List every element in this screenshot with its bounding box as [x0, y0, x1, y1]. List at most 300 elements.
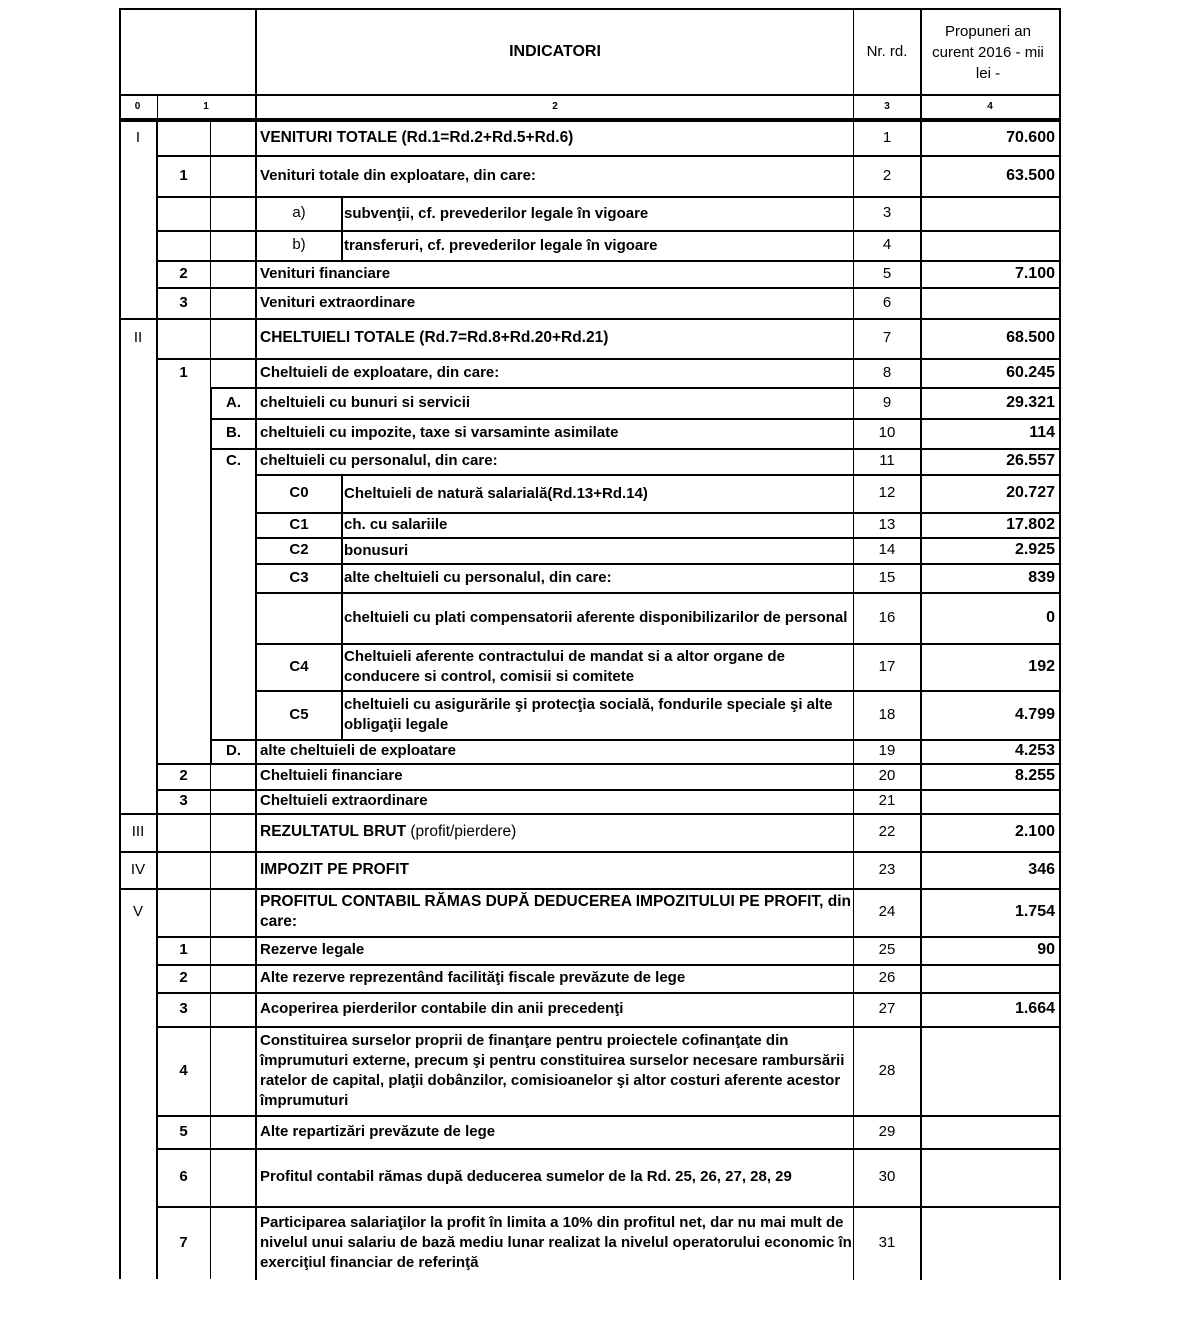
grid-line [341, 474, 343, 512]
grid-line [341, 592, 343, 643]
row-description-text: Alte rezerve reprezentând facilităţi fiscale prevăzute de lege [260, 969, 686, 986]
grid-line [119, 888, 121, 936]
grid-line [157, 992, 1061, 994]
grid-line [119, 318, 121, 358]
grid-line [119, 888, 1061, 890]
row-value: 839 [1028, 568, 1055, 586]
grid-line [257, 512, 1061, 514]
row-number: 3 [882, 204, 892, 221]
row-roman [119, 260, 157, 287]
row-value: 114 [1029, 424, 1055, 441]
row-description [257, 739, 853, 763]
row-roman [119, 230, 157, 260]
row-letter: a) [292, 204, 306, 221]
grid-line [119, 1026, 121, 1115]
row-roman [119, 358, 157, 387]
grid-line [119, 789, 121, 813]
row-subindex [157, 690, 210, 739]
row-value: 29.321 [1006, 393, 1055, 411]
row-description [257, 789, 853, 813]
header-row-number: Nr. rd. [866, 43, 908, 60]
row-number: 25 [878, 941, 896, 958]
row-description [257, 813, 853, 851]
grid-line [157, 964, 1061, 966]
row-subindex: 1 [179, 941, 188, 958]
row-number: 29 [878, 1122, 896, 1140]
row-value [921, 1115, 1059, 1148]
grid-line [341, 230, 343, 260]
row-description-text: cheltuieli cu bunuri si servicii [260, 393, 471, 411]
row-description-text: Alte repartizări prevăzute de lege [260, 1122, 496, 1140]
grid-line [210, 418, 1061, 420]
grid-line [156, 387, 158, 418]
row-roman [119, 936, 157, 964]
row-roman [119, 739, 157, 763]
grid-line [119, 1115, 121, 1148]
grid-line [157, 260, 1061, 262]
grid-line [156, 1206, 158, 1279]
grid-line [156, 690, 158, 739]
row-number: 4 [882, 236, 892, 253]
grid-line [210, 936, 211, 964]
row-value: 68.500 [1006, 329, 1055, 346]
row-subindex [157, 643, 210, 690]
grid-line [156, 196, 158, 230]
grid-line [119, 448, 121, 474]
grid-line [119, 563, 121, 592]
row-roman [119, 418, 157, 448]
grid-line [119, 936, 121, 964]
row-number: 13 [878, 515, 896, 533]
grid-line [210, 789, 211, 813]
row-number: 12 [878, 484, 896, 501]
grid-line [210, 1026, 211, 1115]
row-subindex [157, 448, 210, 474]
grid-line [156, 563, 158, 592]
grid-line [119, 851, 121, 888]
column-index-1: 1 [203, 101, 209, 112]
grid-line [156, 936, 158, 964]
column-index-0: 0 [134, 101, 141, 112]
grid-line [156, 537, 158, 563]
grid-line [157, 358, 1061, 360]
row-description [257, 387, 853, 418]
grid-line [119, 230, 121, 260]
grid-line [156, 512, 158, 537]
row-value [921, 964, 1059, 992]
header-indicators: INDICATORI [509, 43, 601, 60]
row-subindex [157, 418, 210, 448]
row-roman: IV [130, 860, 146, 878]
row-description [257, 318, 853, 358]
row-number: 8 [882, 363, 892, 381]
grid-line [119, 120, 1061, 122]
grid-line [257, 537, 1061, 539]
grid-line [341, 512, 343, 537]
row-number: 27 [878, 1000, 896, 1017]
row-value: 1.664 [1014, 1000, 1055, 1017]
row-description [257, 1148, 853, 1206]
grid-line [119, 260, 121, 287]
row-roman [119, 474, 157, 512]
row-number: 28 [878, 1061, 896, 1079]
row-letter: C5 [289, 705, 309, 723]
row-description [257, 936, 853, 964]
row-value: 7.100 [1014, 264, 1055, 282]
row-description-text: cheltuieli cu personalul, din care: [260, 452, 498, 469]
row-subindex [157, 888, 210, 936]
grid-line [210, 1206, 211, 1279]
grid-line [156, 260, 158, 287]
row-description-text: alte cheltuieli de exploatare [260, 742, 456, 759]
grid-line [156, 1026, 158, 1115]
column-index-4: 4 [987, 101, 993, 112]
row-number: 18 [878, 705, 896, 723]
row-description-text: Profitul contabil rămas după deducerea sumelor de la Rd. 25, 26, 27, 28, 29 [260, 1168, 792, 1185]
row-letter: b) [292, 236, 306, 253]
row-subindex: 1 [179, 363, 188, 381]
grid-line [119, 643, 121, 690]
row-description: subvenţii, cf. prevederilor legale în vigoare [344, 204, 649, 222]
row-roman: II [133, 329, 143, 346]
grid-line [157, 287, 1061, 289]
row-description-text: REZULTATUL BRUT [260, 823, 407, 840]
row-letter: C1 [289, 515, 309, 533]
grid-line [210, 964, 211, 992]
grid-line [341, 643, 343, 690]
grid-line [119, 120, 121, 155]
row-description-text: Acoperirea pierderilor contabile din anii precedenţi [260, 1000, 624, 1017]
row-roman [119, 1115, 157, 1148]
row-number: 17 [878, 657, 896, 675]
row-roman [119, 592, 157, 643]
row-description-text: Venituri extraordinare [260, 293, 416, 311]
row-description: Cheltuieli aferente contractului de mandat si a altor organe de conducere si control, comisii si comitete [344, 648, 785, 685]
row-number: 26 [878, 969, 896, 986]
grid-line [341, 563, 343, 592]
row-roman: V [132, 903, 143, 920]
row-description [257, 1115, 853, 1148]
row-value [921, 196, 1059, 230]
grid-line [119, 387, 121, 418]
row-subindex [157, 739, 210, 763]
grid-line [210, 763, 211, 789]
row-roman: III [131, 823, 145, 840]
row-description-text: VENITURI TOTALE (Rd.1=Rd.2+Rd.5+Rd.6) [260, 128, 574, 146]
row-description-text: Constituirea surselor proprii de finanţare pentru proiectele cofinanţate din împrumuturi externe, precum şi pentru constituirea surselor necesare rambursării ratelor de capital, plaţii dobânzilor, comisioanelor şi altor costuri aferente acestor împrumuturi [260, 1031, 845, 1109]
grid-line [156, 1148, 158, 1206]
row-description: transferuri, cf. prevederilor legale în vigoare [344, 236, 658, 254]
row-number: 23 [878, 860, 896, 878]
grid-line [210, 358, 211, 387]
row-number: 11 [879, 452, 895, 469]
row-subindex: 2 [179, 767, 188, 784]
row-number: 19 [878, 742, 896, 759]
grid-line [157, 789, 1061, 791]
grid-line [157, 1148, 1061, 1150]
row-description-text: Participarea salariaţilor la profit în limita a 10% din profitul net, dar nu mai mult de nivelul unui salariu de bază mediu lunar realizat la nivelul operatorului economic în exerciţiul financiar de referinţă [260, 1213, 852, 1271]
grid-line [341, 537, 343, 563]
row-number: 14 [878, 541, 896, 558]
row-description [257, 120, 853, 155]
row-subindex: 1 [179, 166, 188, 184]
row-description-note: (profit/pierdere) [406, 823, 517, 840]
grid-line [210, 230, 211, 260]
grid-line [119, 964, 121, 992]
grid-line [210, 1115, 211, 1148]
grid-line [157, 1206, 1061, 1208]
grid-line [210, 739, 1061, 741]
grid-line [156, 155, 158, 196]
grid-line [119, 851, 1061, 853]
grid-line [156, 851, 158, 888]
row-value [921, 1148, 1059, 1206]
row-value [921, 287, 1059, 318]
grid-line [156, 964, 158, 992]
row-subindex [157, 537, 210, 563]
row-subindex: 3 [179, 1000, 188, 1017]
row-subindex: 3 [179, 293, 188, 311]
grid-line [210, 813, 211, 851]
row-letter: C3 [289, 568, 309, 586]
row-value: 26.557 [1006, 452, 1055, 469]
row-description-text: IMPOZIT PE PROFIT [260, 860, 409, 878]
row-subindex [157, 512, 210, 537]
row-subindex [157, 387, 210, 418]
row-value: 192 [1028, 657, 1055, 675]
grid-line [119, 474, 121, 512]
grid-line [119, 287, 121, 318]
grid-line [157, 94, 158, 120]
row-letter: C. [226, 452, 241, 469]
row-subindex [157, 230, 210, 260]
row-description [257, 418, 853, 448]
row-number: 21 [878, 792, 896, 809]
column-index-2: 2 [552, 101, 558, 112]
grid-line [210, 196, 211, 230]
row-number: 7 [882, 329, 892, 346]
grid-line [210, 287, 211, 318]
row-description: alte cheltuieli cu personalul, din care: [344, 569, 612, 586]
grid-line [119, 690, 121, 739]
grid-line [157, 1115, 1061, 1117]
row-value: 70.600 [1006, 128, 1055, 146]
row-subindex [157, 120, 210, 155]
row-subindex: 2 [179, 969, 188, 986]
row-number: 5 [882, 264, 892, 282]
grid-line [210, 318, 211, 358]
row-number: 10 [878, 424, 896, 441]
row-description [257, 1026, 853, 1115]
row-letter: A. [226, 393, 241, 411]
grid-line [156, 643, 158, 690]
row-description-text: Cheltuieli financiare [260, 767, 403, 784]
grid-line [119, 992, 121, 1026]
grid-line [119, 1148, 121, 1206]
row-description-text: Cheltuieli de exploatare, din care: [260, 363, 500, 381]
row-roman [119, 287, 157, 318]
row-roman [119, 964, 157, 992]
grid-line [156, 318, 158, 358]
grid-line [210, 260, 211, 287]
row-number: 30 [878, 1168, 896, 1185]
grid-line [257, 563, 1061, 565]
row-roman [119, 196, 157, 230]
grid-line [119, 512, 121, 537]
grid-line [257, 643, 1061, 645]
grid-line [156, 196, 1061, 198]
grid-line [156, 992, 158, 1026]
grid-line [119, 155, 121, 196]
row-number: 1 [882, 128, 892, 146]
row-description-text: PROFITUL CONTABIL RĂMAS DUPĂ DEDUCEREA IMPOZITULUI PE PROFIT, din care: [260, 893, 852, 930]
grid-line [210, 387, 212, 763]
row-letter: D. [226, 742, 241, 759]
row-description [257, 1206, 853, 1279]
row-number: 20 [878, 767, 896, 784]
row-value: 346 [1028, 860, 1055, 878]
grid-line [156, 358, 158, 387]
grid-line [257, 474, 1061, 476]
row-description: cheltuieli cu plati compensatorii aferente disponibilizarilor de personal [344, 609, 848, 626]
row-description [257, 155, 853, 196]
row-value: 90 [1037, 941, 1055, 958]
row-description-text: CHELTUIELI TOTALE (Rd.7=Rd.8+Rd.20+Rd.21) [260, 329, 609, 346]
grid-line [341, 196, 343, 230]
row-value: 4.799 [1014, 705, 1055, 723]
row-description: cheltuieli cu asigurările şi protecţia socială, fondurile speciale şi alte obligaţii legale [344, 696, 833, 733]
row-description: bonusuri [344, 541, 409, 559]
row-value: 60.245 [1006, 363, 1055, 381]
row-roman [119, 448, 157, 474]
row-value [921, 1206, 1059, 1279]
row-description-text: Venituri financiare [260, 264, 391, 282]
grid-line [257, 592, 1061, 594]
row-number: 2 [882, 166, 892, 184]
grid-line [157, 763, 1061, 765]
grid-line [119, 8, 121, 120]
row-subindex [157, 563, 210, 592]
row-roman [119, 155, 157, 196]
grid-line [119, 196, 121, 230]
row-value: 63.500 [1006, 166, 1055, 184]
grid-line [119, 739, 121, 763]
row-roman [119, 643, 157, 690]
row-number: 9 [882, 393, 892, 411]
row-subindex [157, 851, 210, 888]
grid-line [156, 120, 158, 155]
grid-line [119, 813, 121, 851]
row-value [921, 789, 1059, 813]
row-subindex: 3 [179, 792, 188, 809]
grid-line [210, 1148, 211, 1206]
row-roman [119, 1026, 157, 1115]
grid-line [156, 888, 158, 936]
row-subindex: 4 [179, 1061, 188, 1079]
row-description [257, 358, 853, 387]
row-subindex [157, 813, 210, 851]
row-letter: C0 [289, 484, 309, 501]
row-description [257, 851, 853, 888]
row-roman [119, 1206, 157, 1279]
row-subindex [157, 592, 210, 643]
row-value: 2.100 [1014, 823, 1055, 840]
row-description [257, 888, 853, 936]
row-subindex: 7 [179, 1233, 188, 1251]
row-value: 0 [1046, 608, 1055, 626]
row-description [257, 260, 853, 287]
row-number: 22 [878, 823, 896, 840]
row-subindex: 2 [179, 264, 188, 282]
row-number: 6 [882, 293, 892, 311]
grid-line [210, 992, 211, 1026]
row-letter: C4 [289, 657, 309, 675]
grid-line [210, 155, 211, 196]
grid-line [156, 763, 158, 789]
row-description-text: Rezerve legale [260, 941, 365, 958]
grid-line [156, 230, 1061, 232]
grid-line [119, 358, 121, 387]
grid-line [119, 763, 121, 789]
row-number: 16 [878, 608, 896, 626]
grid-line [156, 418, 158, 448]
row-roman [119, 763, 157, 789]
row-subindex: 5 [179, 1122, 188, 1140]
row-roman [119, 537, 157, 563]
grid-line [156, 813, 158, 851]
grid-line [156, 1115, 158, 1148]
row-subindex [157, 196, 210, 230]
grid-line [119, 1206, 121, 1279]
row-value [921, 230, 1059, 260]
row-value: 17.802 [1006, 515, 1055, 533]
grid-line [341, 690, 343, 739]
grid-line [156, 287, 158, 318]
grid-line [156, 230, 158, 260]
row-letter: C2 [289, 541, 309, 558]
grid-line [257, 690, 1061, 692]
row-value: 4.253 [1014, 742, 1055, 759]
grid-line [119, 813, 1061, 815]
column-index-3: 3 [884, 101, 890, 112]
row-roman [119, 690, 157, 739]
row-number: 31 [878, 1233, 896, 1251]
row-roman [119, 789, 157, 813]
row-description-text: cheltuieli cu impozite, taxe si varsaminte asimilate [260, 424, 619, 441]
row-subindex [157, 318, 210, 358]
row-number: 15 [878, 568, 896, 586]
row-description-text: Venituri totale din exploatare, din care: [260, 166, 536, 184]
grid-line [210, 120, 211, 155]
row-value: 20.727 [1006, 484, 1055, 501]
row-value: 2.925 [1014, 541, 1055, 558]
grid-line [210, 888, 211, 936]
grid-line [157, 155, 1061, 157]
row-subindex [157, 474, 210, 512]
row-description-text: Cheltuieli extraordinare [260, 792, 428, 809]
grid-line [119, 418, 121, 448]
row-roman [119, 387, 157, 418]
row-description [257, 763, 853, 789]
grid-line [157, 936, 1061, 938]
grid-line [210, 387, 1061, 389]
row-roman: I [135, 128, 141, 146]
row-letter [257, 592, 341, 643]
row-roman [119, 992, 157, 1026]
grid-line [156, 474, 158, 512]
row-value: 1.754 [1014, 903, 1055, 920]
row-description [257, 287, 853, 318]
